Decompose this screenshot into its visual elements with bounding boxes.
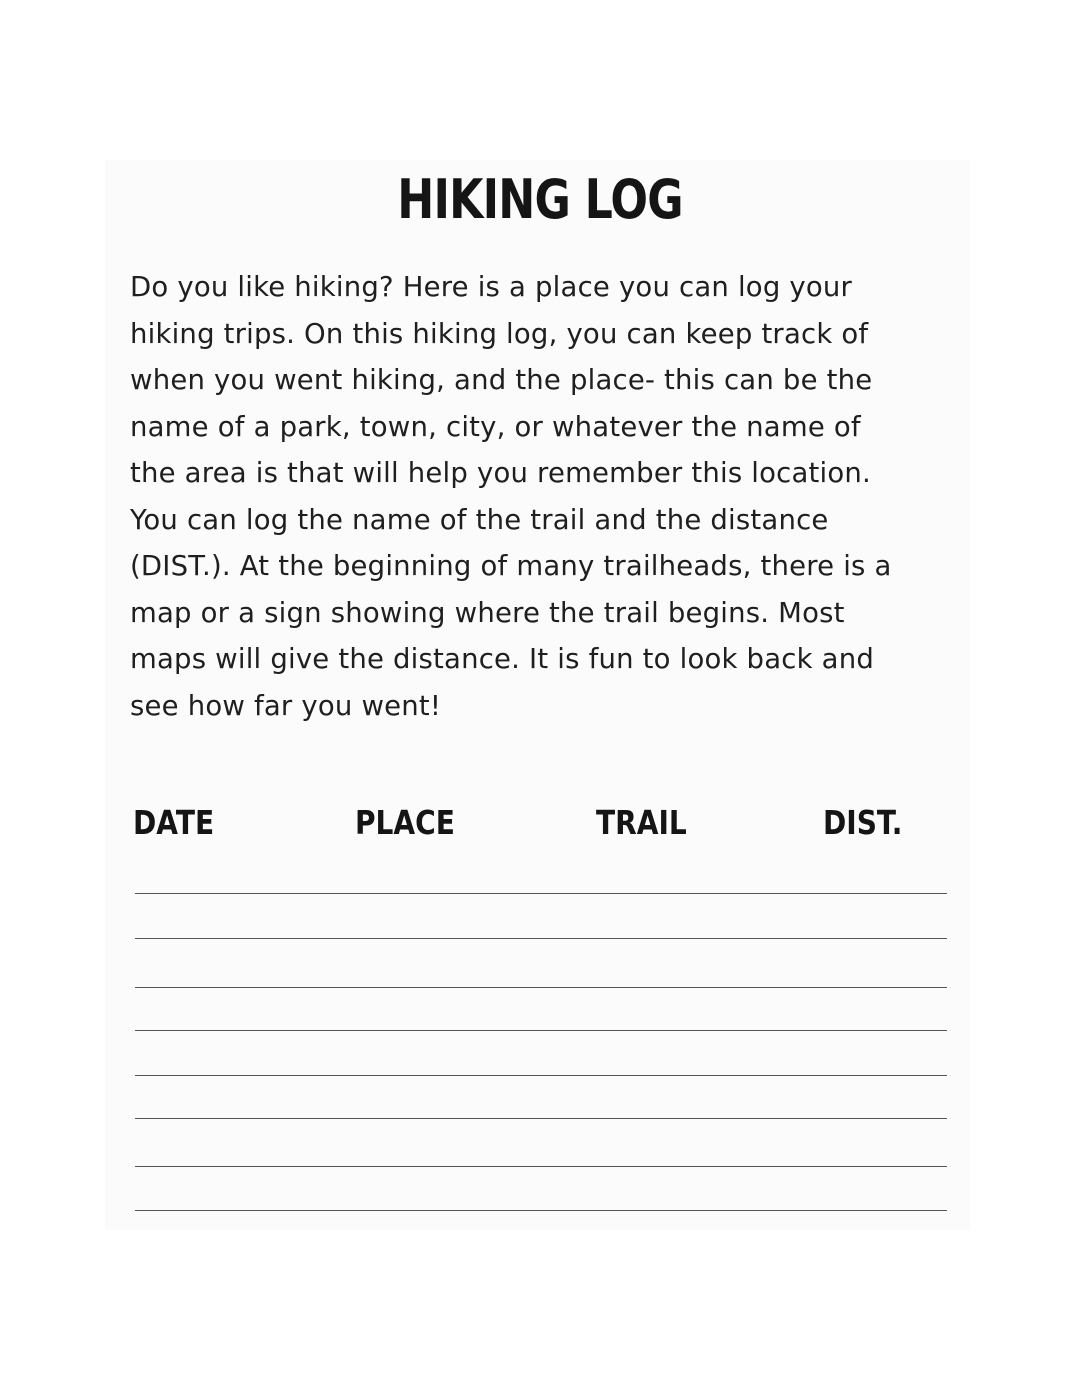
log-entry-line-7 (135, 1166, 947, 1167)
page-title: HIKING LOG (397, 168, 683, 231)
column-header-dist: DIST. (823, 803, 903, 842)
log-entry-line-1 (135, 893, 947, 894)
log-entry-line-3 (135, 987, 947, 988)
log-entry-line-8 (135, 1210, 947, 1211)
column-header-date: DATE (133, 803, 215, 842)
column-header-place: PLACE (355, 803, 455, 842)
log-entry-line-4 (135, 1030, 947, 1031)
intro-paragraph: Do you like hiking? Here is a place you can log your hiking trips. On this hiking log, you can keep track of when you went hiking, and the place- this can be the name of a park, town, city, or whatever the name of the area is that will help you remember this location. You can log the name of the trail and the distance (DIST.). At the beginning of many trailheads, there is a map or a sign showing where the trail begins. Most maps will give the distance. It is fun to look back and see how far you went! (130, 271, 892, 722)
log-entry-line-6 (135, 1118, 947, 1119)
log-entry-line-5 (135, 1075, 947, 1076)
log-entry-line-2 (135, 938, 947, 939)
column-header-trail: TRAIL (596, 803, 687, 842)
